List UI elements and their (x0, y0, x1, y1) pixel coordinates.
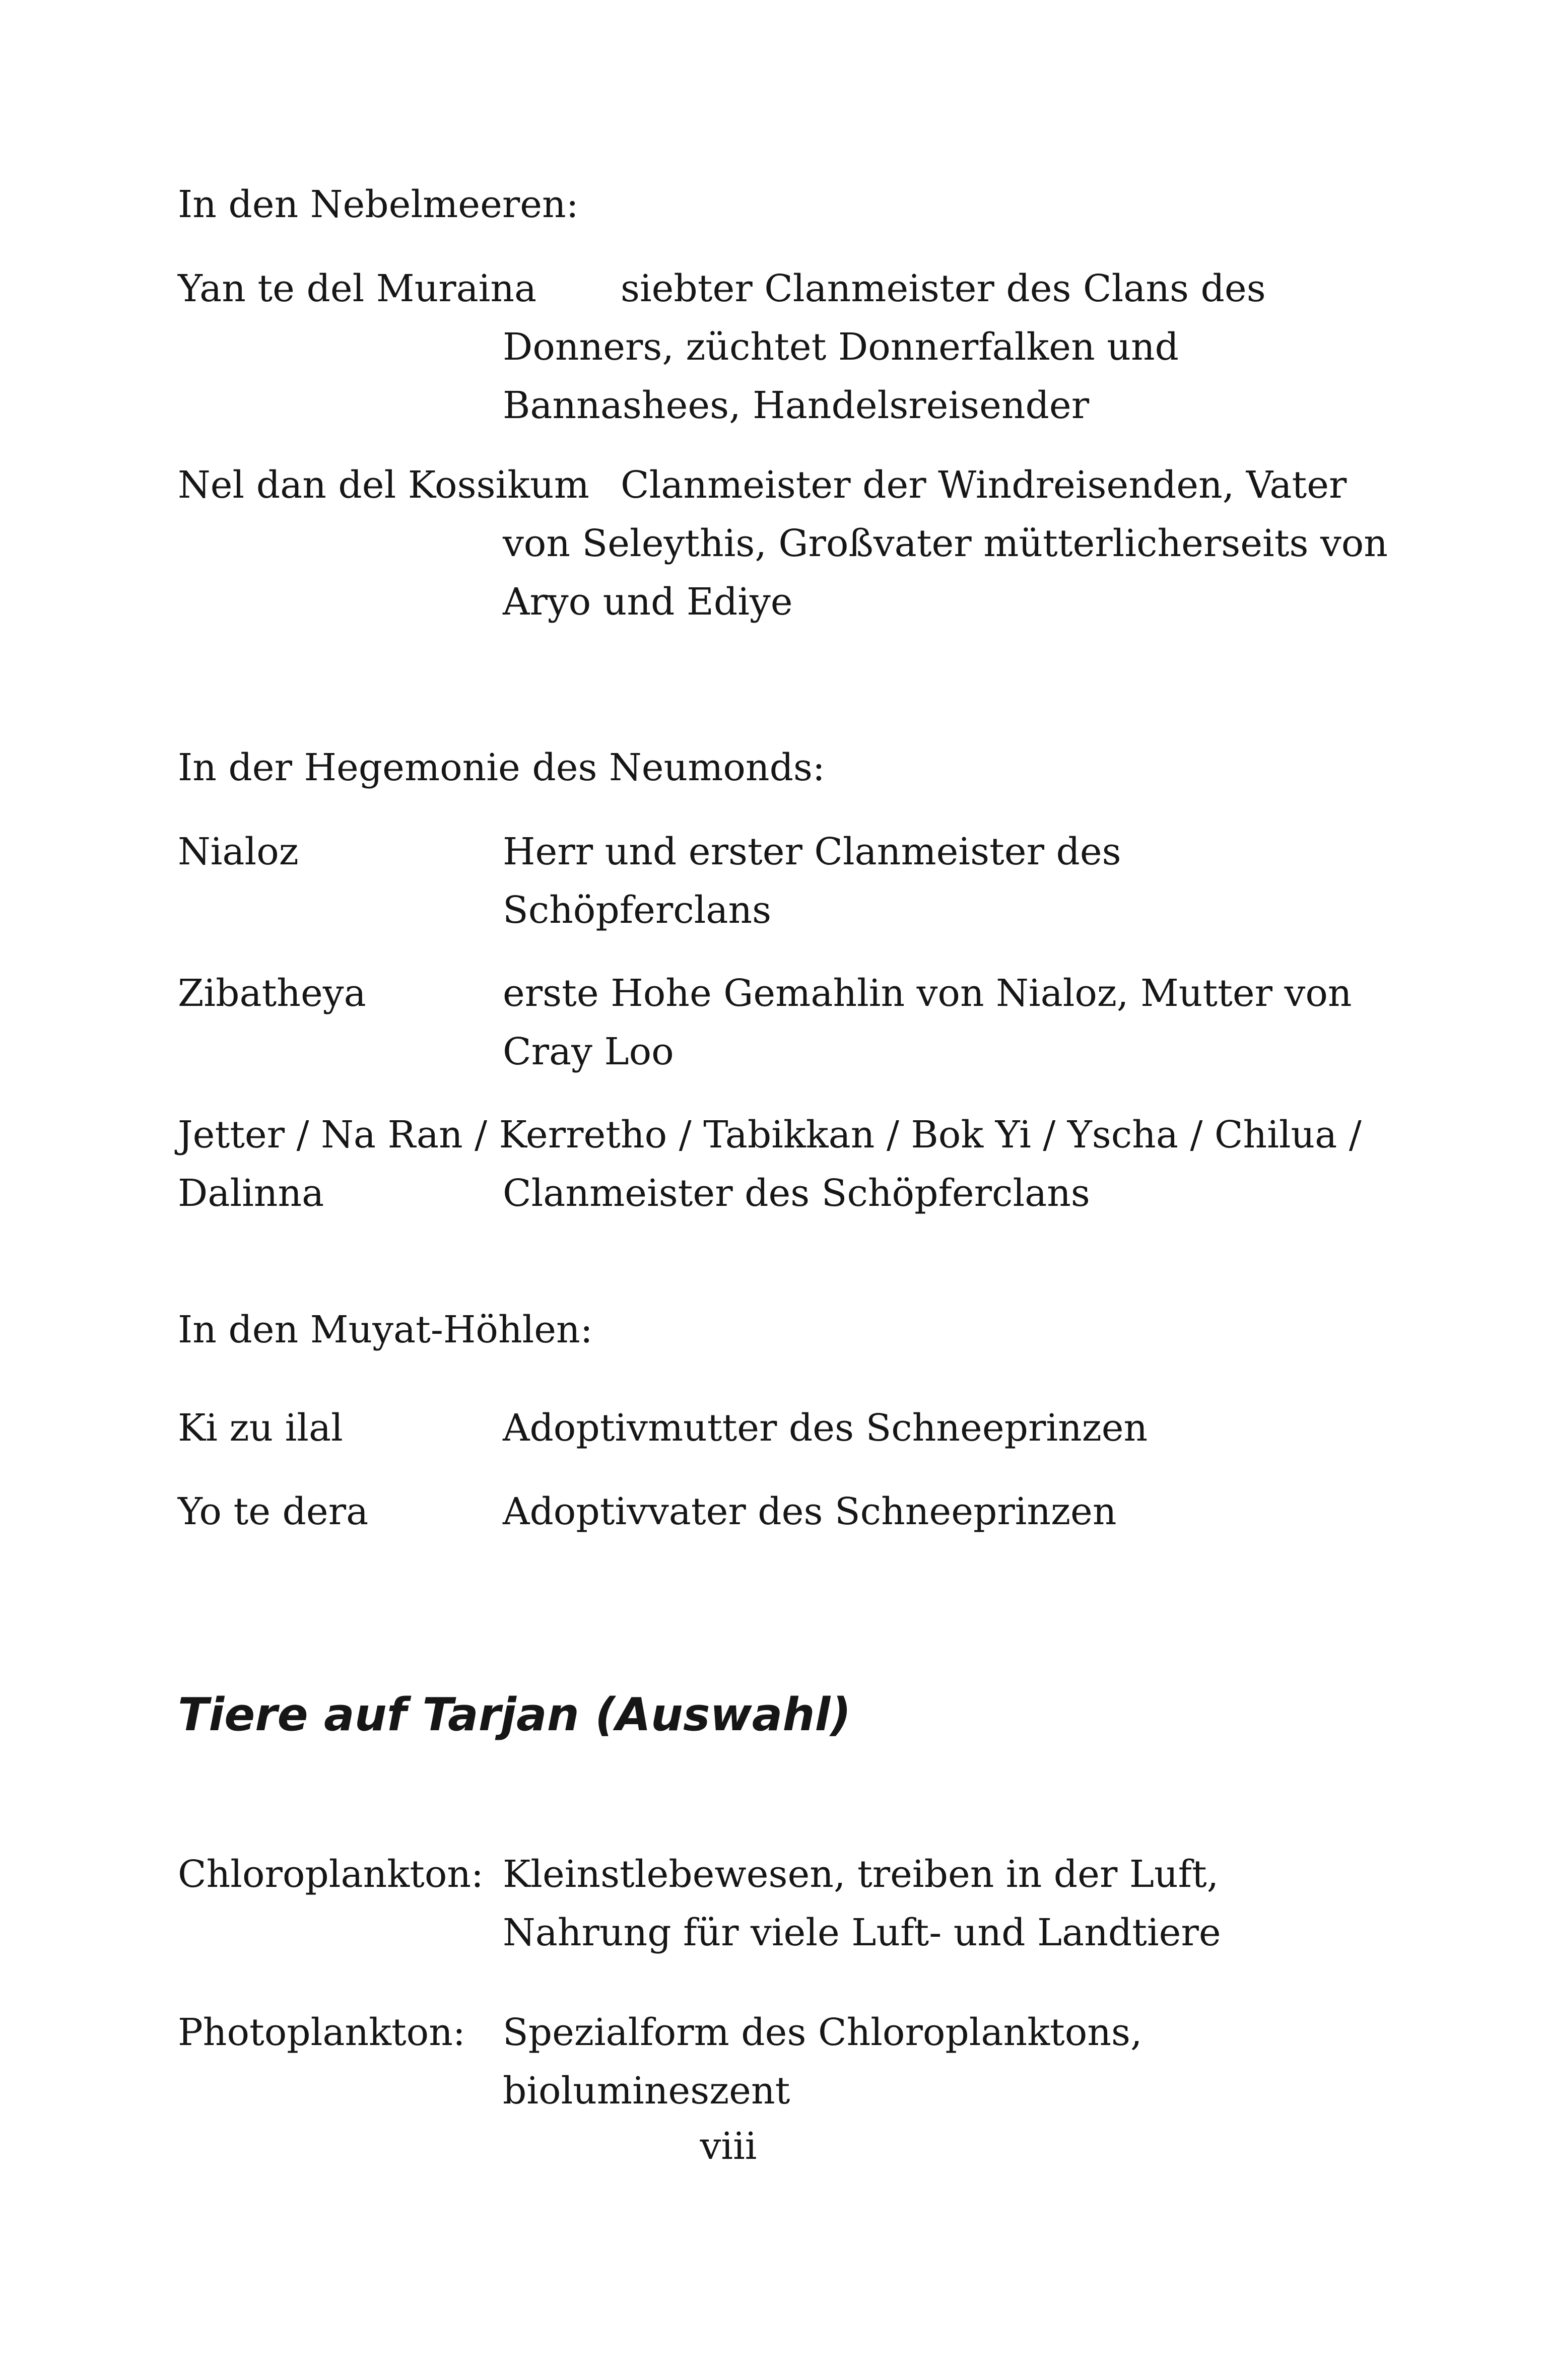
section-heading-muyat-hoehlen: In den Muyat-Höhlen: (178, 1308, 593, 1351)
entry-description-line: Schöpferclans (503, 889, 772, 932)
entry-description-line: Kleinstlebewesen, treiben in der Luft, (503, 1853, 1219, 1896)
entry-description-line: Aryo und Ediye (503, 580, 793, 624)
entry-description-line: biolumineszent (503, 2069, 790, 2113)
entry-description-line: Clanmeister des Schöpferclans (503, 1172, 1090, 1215)
entry-name-clan-masters: Jetter / Na Ran / Kerretho / Tabikkan / Bok Yi / Yscha / Chilua / (178, 1113, 1362, 1157)
entry-description-line: Adoptivvater des Schneeprinzen (503, 1490, 1117, 1533)
animals-section-title: Tiere auf Tarjan (Auswahl) (178, 1688, 851, 1741)
entry-description-line: Spezialform des Chloroplanktons, (503, 2011, 1142, 2054)
entry-description-line: Clanmeister der Windreisenden, Vater (621, 463, 1347, 507)
entry-name-clan-masters-continued: Dalinna (178, 1172, 324, 1215)
entry-name-zibatheya: Zibatheya (178, 972, 366, 1015)
section-heading-nebelmeere: In den Nebelmeeren: (178, 183, 579, 226)
page-number: viii (700, 2125, 757, 2168)
entry-description-line: Adoptivmutter des Schneeprinzen (503, 1406, 1148, 1450)
entry-name-nialoz: Nialoz (178, 830, 299, 873)
entry-name-photoplankton: Photoplankton: (178, 2011, 465, 2054)
entry-name-yo-te-dera: Yo te dera (178, 1490, 369, 1533)
entry-description-line: Herr und erster Clanmeister des (503, 830, 1121, 873)
entry-description-line: siebter Clanmeister des Clans des (621, 267, 1266, 310)
entry-name-nel-dan-del-kossikum: Nel dan del Kossikum (178, 463, 589, 507)
entry-description-line: Cray Loo (503, 1030, 674, 1073)
entry-name-yan-te-del-muraina: Yan te del Muraina (178, 267, 537, 310)
section-heading-hegemonie: In der Hegemonie des Neumonds: (178, 746, 825, 789)
entry-description-line: erste Hohe Gemahlin von Nialoz, Mutter von (503, 972, 1352, 1015)
entry-description-line: Donners, züchtet Donnerfalken und (503, 325, 1179, 369)
entry-name-chloroplankton: Chloroplankton: (178, 1853, 484, 1896)
entry-description-line: Nahrung für viele Luft- und Landtiere (503, 1911, 1221, 1954)
entry-description-line: von Seleythis, Großvater mütterlicherseits von (503, 522, 1388, 565)
entry-name-ki-zu-ilal: Ki zu ilal (178, 1406, 343, 1450)
entry-description-line: Bannashees, Handelsreisender (503, 384, 1090, 427)
